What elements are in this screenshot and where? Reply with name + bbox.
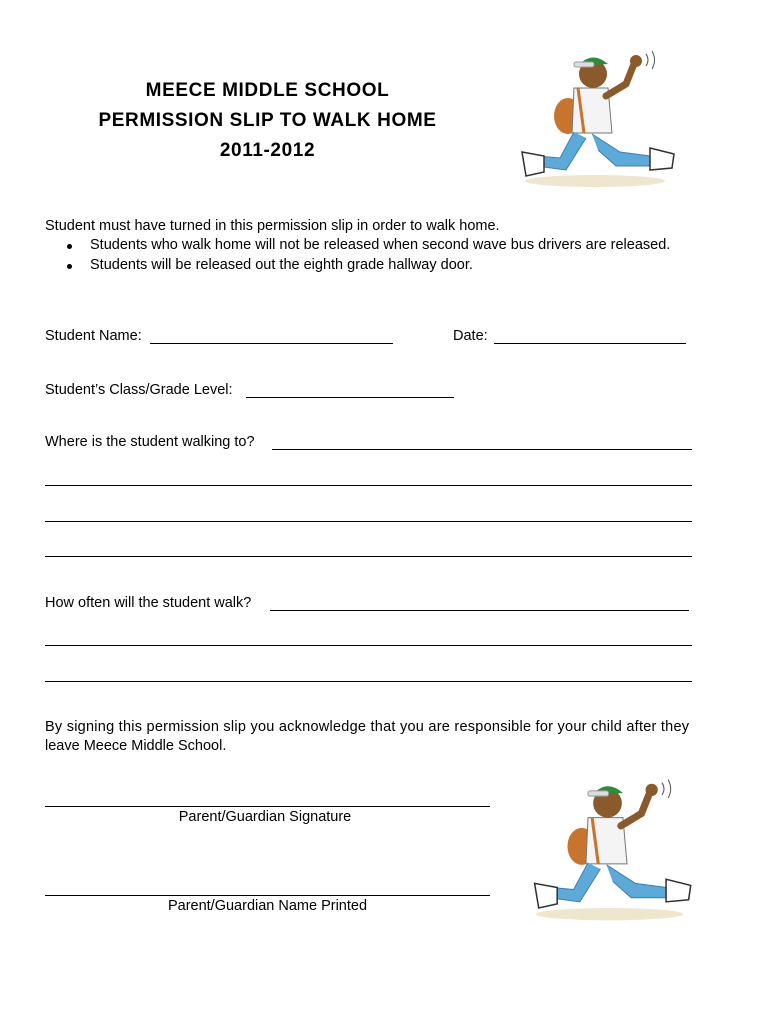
frequency-line[interactable] (45, 645, 692, 646)
bullet-icon (67, 244, 72, 249)
acknowledgement-line-1: By signing this permission slip you acknowledge that you are responsible for your child after they (45, 719, 690, 735)
acknowledgement-line-2: leave Meece Middle School. (45, 738, 227, 754)
destination-line[interactable] (45, 485, 692, 486)
printed-name-label: Parent/Guardian Name Printed (167, 898, 368, 914)
signature-label: Parent/Guardian Signature (178, 809, 352, 825)
requirement-text: Student must have turned in this permission slip in order to walk home. (45, 218, 500, 234)
signature-field[interactable] (45, 806, 490, 807)
frequency-line[interactable] (45, 681, 692, 682)
student-name-field[interactable] (150, 343, 393, 344)
class-grade-field[interactable] (246, 397, 454, 398)
date-label: Date: (453, 328, 488, 344)
rule-item: Students who walk home will not be released when second wave bus drivers are released. (90, 237, 670, 257)
student-name-label: Student Name: (45, 328, 142, 344)
bullet-icon (67, 264, 72, 269)
class-grade-label: Student’s Class/Grade Level: (45, 382, 233, 398)
destination-label: Where is the student walking to? (45, 434, 255, 450)
rule-item: Students will be released out the eighth grade hallway door. (90, 257, 670, 277)
rules-list (90, 237, 670, 277)
form-title: PERMISSION SLIP TO WALK HOME (98, 110, 437, 131)
destination-line[interactable] (45, 556, 692, 557)
printed-name-field[interactable] (45, 895, 490, 896)
school-year: 2011-2012 (219, 140, 316, 161)
frequency-label: How often will the student walk? (45, 595, 252, 611)
destination-field[interactable] (272, 449, 692, 450)
school-name: MEECE MIDDLE SCHOOL (145, 80, 390, 101)
frequency-field[interactable] (270, 610, 689, 611)
date-field[interactable] (494, 343, 686, 344)
walking-student-illustration-top (500, 48, 685, 193)
destination-line[interactable] (45, 521, 692, 522)
walking-student-illustration-bottom (512, 776, 702, 926)
